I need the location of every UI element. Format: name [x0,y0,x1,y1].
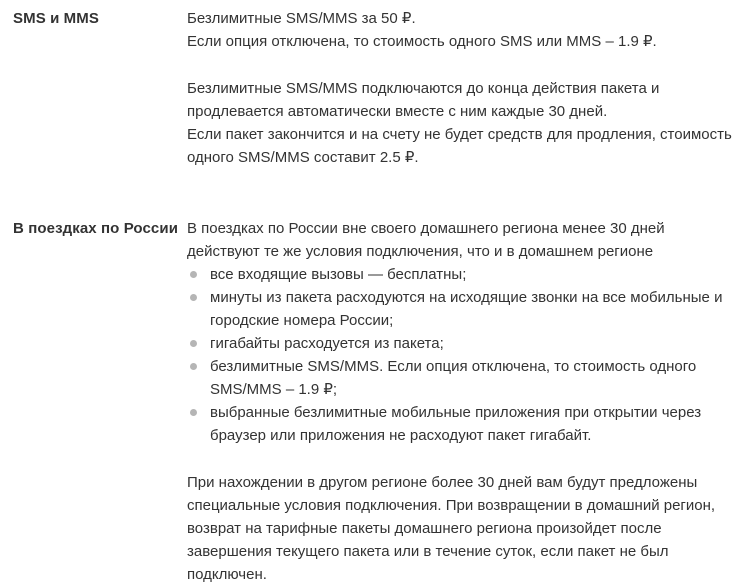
list-item-text: гигабайты расходуется из пакета; [210,335,444,352]
list-item [187,286,733,332]
list-item [187,355,733,401]
section-label-travel-russia: В поездках по России [13,220,179,237]
paragraph-sms-renewal [187,77,733,169]
text-line: Если опция отключена, то стоимость одного SMS или MMS – 1.9 ₽. [187,33,657,50]
travel-conditions-list [187,263,733,447]
list-item-text: безлимитные SMS/MMS. Если опция отключена, то стоимость одного SMS/MMS – 1.9 ₽; [210,358,697,398]
section-travel-russia [13,217,733,586]
section-label-sms-mms: SMS и MMS [13,10,99,27]
text-line: Если пакет закончится и на счету не будет средств для продления, стоимость одного SMS/MMS составит 2.5 ₽. [187,126,732,166]
text-line: Безлимитные SMS/MMS подключаются до конца действия пакета и продлевается автоматически вместе с ним каждые 30 дней. [187,80,660,120]
text-line: Безлимитные SMS/MMS за 50 ₽. [187,10,416,27]
list-item [187,263,733,286]
bullet-dot-icon [190,409,197,416]
section-sms-mms [13,7,733,169]
section-content-sms-mms [187,7,733,169]
bullet-dot-icon [190,271,197,278]
paragraph-sms-price [187,7,733,53]
bullet-dot-icon [190,340,197,347]
bullet-dot-icon [190,363,197,370]
list-item-text: выбранные безлимитные мобильные приложения при открытии через браузер или приложения не расходуют пакет гигабайт. [210,404,702,444]
paragraph-travel-intro: В поездках по России вне своего домашнего региона менее 30 дней действуют те же условия подключения, что и в домашнем регионе [187,220,665,260]
bullet-dot-icon [190,294,197,301]
list-item-text: все входящие вызовы — бесплатны; [210,266,467,283]
section-content-travel-russia [187,217,733,586]
list-item-text: минуты из пакета расходуются на исходящие звонки на все мобильные и городские номера России; [210,289,723,329]
list-item [187,332,733,355]
paragraph-travel-outro: При нахождении в другом регионе более 30 дней вам будут предложены специальные условия подключения. При возвращении в домашний регион, возврат на тарифные пакеты домашнего региона произойдет после завершения текущего пакета или в течение суток, если пакет не был подключен. [187,474,716,583]
list-item [187,401,733,447]
